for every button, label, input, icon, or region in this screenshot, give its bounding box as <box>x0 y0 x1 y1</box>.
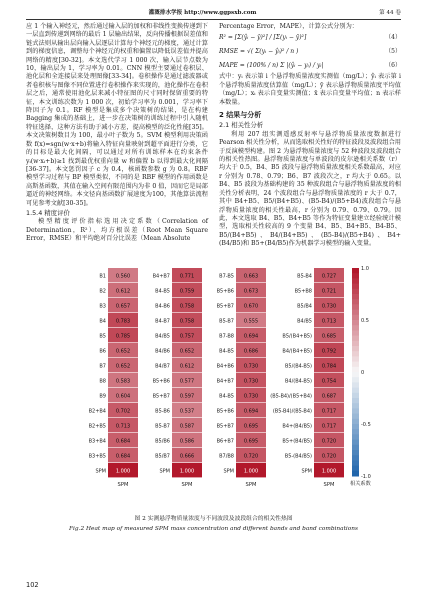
heatmap-x-label: SPM <box>245 482 257 488</box>
heatmap-cell-value: 0.695 <box>243 438 259 445</box>
heatmap-row-label: B5/(B4+B5) <box>282 333 312 340</box>
heatmap-row-label: B4+B6 <box>216 363 234 370</box>
heatmap-cell-value: 0.686 <box>243 348 259 355</box>
heatmap-cell-value: 0.757 <box>179 333 195 340</box>
heatmap-row-label: B5/(B4-B5) <box>284 363 312 370</box>
heatmap-cell-value: 0.730 <box>243 393 259 400</box>
heatmap-cell-value: 0.687 <box>321 393 337 400</box>
colorbar-segment <box>352 377 359 383</box>
heatmap-row-label: B4+B7 <box>152 273 170 280</box>
colorbar-tick-label: -0.5 <box>361 422 371 428</box>
heatmap-cell-value: 0.577 <box>179 378 195 385</box>
heatmap-row-label: SPM <box>159 468 170 475</box>
heatmap-row-label: B5 <box>99 333 106 340</box>
colorbar-tick-label: -1.0 <box>361 474 371 480</box>
heatmap-cell-value: 0.771 <box>179 273 195 280</box>
heatmap-row-label: B4+B7 <box>216 378 234 385</box>
heatmap-row-label: B4 <box>99 318 106 325</box>
colorbar-segment <box>352 310 359 316</box>
colorbar-segment <box>352 284 359 290</box>
heatmap-x-label: SPM <box>323 482 335 488</box>
heatmap-cell-value: 1.000 <box>115 468 131 475</box>
colorbar-segment <box>352 372 359 378</box>
heatmap-cell-value: 0.759 <box>179 288 195 295</box>
colorbar-segment <box>352 367 359 373</box>
heatmap-row-label: (B5-B4)/(B5+B4) <box>270 393 312 400</box>
heatmap-cell-value: 0.673 <box>243 288 259 295</box>
heatmap-cell-value: 0.652 <box>179 348 195 355</box>
colorbar-segment <box>352 382 359 388</box>
heatmap-row-label: B7 <box>99 363 106 370</box>
heatmap-cell-value: 0.713 <box>115 423 131 430</box>
colorbar-segment <box>352 445 359 451</box>
equation-r2-body: R² = [Σ(ŷᵢ − ȳ)²] / [Σ(yᵢ − ȳ)²] <box>219 34 307 42</box>
heatmap-cell-value: 0.754 <box>321 378 337 385</box>
heatmap-row-label: B4/B6 <box>155 348 170 355</box>
colorbar-segment <box>352 362 359 368</box>
heatmap-row-label: B4-B5 <box>219 393 234 400</box>
heatmap-cell-value: 0.670 <box>243 303 259 310</box>
heatmap-cell-value: 0.586 <box>179 438 195 445</box>
heatmap-figure <box>78 262 371 506</box>
colorbar-segment <box>352 419 359 425</box>
heatmap-svg <box>78 262 371 506</box>
colorbar-segment <box>352 408 359 414</box>
heatmap-row-label: B5+B8 <box>294 288 312 295</box>
equation-rmse-number: （5） <box>385 48 401 56</box>
heatmap-cell-value: 0.727 <box>321 273 337 280</box>
colorbar-segment <box>352 403 359 409</box>
heatmap-cell-value: 0.694 <box>243 333 259 340</box>
colorbar-tick-label: 0.5 <box>361 318 369 324</box>
colorbar-segment <box>352 450 359 456</box>
heatmap-row-label: B4-B5 <box>155 288 170 295</box>
colorbar-segment <box>352 356 359 362</box>
equation-mape-number: （6） <box>385 62 401 70</box>
heatmap-row-label: B4/B5 <box>155 333 170 340</box>
heatmap-cell-value: 0.720 <box>321 453 337 460</box>
heatmap-cell-value: 0.783 <box>115 318 131 325</box>
right-column <box>219 23 401 249</box>
heatmap-cell-value: 0.717 <box>321 423 337 430</box>
colorbar-segment <box>352 440 359 446</box>
figure-caption-en: Fig.2 Heat map of measured SPM mass concentration and different bands and band combinations <box>69 526 358 532</box>
colorbar-segment <box>352 460 359 466</box>
heatmap-cell-value: 0.720 <box>321 438 337 445</box>
colorbar-segment <box>352 429 359 435</box>
heatmap-row-label: B4/(B4+B5) <box>282 348 312 355</box>
colorbar-segment <box>352 294 359 300</box>
heatmap-cell-value: 0.784 <box>321 363 337 370</box>
colorbar-segment <box>352 393 359 399</box>
heatmap-row-label: B2+B4 <box>88 408 106 415</box>
heatmap-cell-value: 0.560 <box>115 273 131 280</box>
left-body-paragraph: 应 1 个输入神经元，然后通过输入层的加权和非线性变换传递到下一层直到传递到网络的最后 1 层输出结果，反向传播根据误差值和链式法则从输出层向输入层逐层计算每个神经元的梯度，通过计算到的梯度信息，调整每个神经元的权重和偏置以降低误差值并提高网络的精度[30-32]。本文选代学习 1 000 次，输入层节点数为 10，输出层为 1，学习率为 0.01。CNN 模型主要通过卷积层、池化层和全连接层来处理图像[33-34]。卷积操作是通过滤波器或者卷积核与图像不同位置进行卷积操作来实现的，池化操作在卷积层之后，通常使用池化层来减小特征图的尺寸同时保留重要的特征，本文训练次数为 1 000 次，初始学习率为 0.001，学习率下降因子为 0.1。RF 模型是集成多个决策树的结果，是在构建 Bagging 集成的基础上，进一步在决策树的训练过程中引入随机特征选择，这种方法有助于减小方差，提高模型的泛化性能[35]。本文决策树数目为 100，最小叶子数为 5。SVM 模型利用决策函数 f(x)=sgn(w·x+b)将输入特征向量映射到超平面进行分类，它的目标是最大化间隔，可以通过对所有训练样本在约束条件 yᵢ(w·xᵢ+b)≥1 找到最优权重向量 w 和偏置 b 以得到最大化间隔[36-37]。本文惩罚因子 c 为 0.4，核函数参数 g 为 0.8。RBF 模型学习过程与 BP 模型类似，不同的是 RBF 模型的作用函数是高斯基函数，其值在输入空间有限范围内为非 0 值，因而它是局部逼近的神经网络。本文径向基函数扩展速度为100，其他算法流程可见参考文献[30-35]。 <box>26 23 208 207</box>
heatmap-row-label: B5+B6 <box>216 288 234 295</box>
heatmap-row-label: B5/B6 <box>155 438 170 445</box>
heatmap-row-label: B8 <box>99 378 106 385</box>
running-header <box>26 6 401 18</box>
heatmap-row-label: B5+B7 <box>216 303 234 310</box>
colorbar-segment <box>352 299 359 305</box>
heatmap-row-label: B2 <box>99 288 106 295</box>
heatmap-cell-value: 0.652 <box>115 363 131 370</box>
heatmap-row-label: B3 <box>99 303 106 310</box>
heatmap-row-label: B5-B7 <box>155 423 170 430</box>
heatmap-cell-value: 0.612 <box>115 288 131 295</box>
heatmap-cell-value: 0.684 <box>115 453 131 460</box>
heatmap-cell-value: 0.583 <box>115 378 131 385</box>
formula-intro: Percentage Error，MAPE），计算公式分别为： <box>219 23 358 30</box>
heatmap-row-label: SPM <box>95 468 106 475</box>
heatmap-row-label: B7-B5 <box>219 273 234 280</box>
colorbar-segment <box>352 351 359 357</box>
heatmap-cell-value: 1.000 <box>321 468 337 475</box>
accuracy-paragraph: 模型精度评价指标选用决定系数（Correlation of Determination，R²）、均方根误差（Root Mean Square Error，RMSE）和平均绝对百分比误差（Mean Absolute <box>26 218 208 243</box>
heatmap-cell-value: 0.694 <box>243 408 259 415</box>
heatmap-row-label: B3+B4 <box>88 438 106 445</box>
subsection-heading-accuracy: 1.5.4 精度评价 <box>26 208 70 217</box>
colorbar-segment <box>352 315 359 321</box>
heatmap-cell-value: 0.730 <box>243 363 259 370</box>
colorbar-segment <box>352 278 359 284</box>
heatmap-cell-value: 0.702 <box>115 408 131 415</box>
heatmap-row-label: SPM <box>301 468 312 475</box>
section-heading-results: 2 结果与分析 <box>219 111 262 120</box>
colorbar-segment <box>352 388 359 394</box>
heatmap-cell-value: 0.730 <box>321 303 337 310</box>
colorbar-segment <box>352 424 359 430</box>
heatmap-row-label: B6 <box>99 348 106 355</box>
heatmap-row-label: B7/B8 <box>219 453 234 460</box>
equation-r2-number: （4） <box>385 34 401 42</box>
heatmap-row-label: B5-B7 <box>219 318 234 325</box>
heatmap-cell-value: 1.000 <box>179 468 195 475</box>
colorbar-segment <box>352 289 359 295</box>
heatmap-row-label: B4-B7 <box>155 318 170 325</box>
heatmap-row-label: B2+B5 <box>88 423 106 430</box>
heatmap-row-label: B5/B4 <box>297 303 312 310</box>
heatmap-cell-value: 0.758 <box>179 318 195 325</box>
colorbar-segment <box>352 466 359 472</box>
colorbar-segment <box>352 346 359 352</box>
heatmap-cell-value: 0.612 <box>179 363 195 370</box>
heatmap-cell-value: 0.717 <box>321 408 337 415</box>
heatmap-row-label: SPM <box>223 468 234 475</box>
heatmap-row-label: B4/B5 <box>297 318 312 325</box>
subsection-heading-correlation: 2.1 相关性分析 <box>219 121 264 130</box>
journal-header: 灌溉排水学报 http://www.ggpsxb.com <box>148 10 257 16</box>
heatmap-row-label: (B5-B4)/(B5-B4) <box>272 408 312 415</box>
heatmap-row-label: B5+(B4/B5) <box>282 438 312 445</box>
heatmap-cell-value: 0.685 <box>321 333 337 340</box>
heatmap-cell-value: 1.000 <box>243 468 259 475</box>
left-column <box>26 23 208 244</box>
colorbar-segment <box>352 471 359 477</box>
heatmap-cell-value: 0.730 <box>243 378 259 385</box>
figure-caption-cn: 图 2 实测悬浮物质量浓度与不同波段及波段组合的相关性热图 <box>134 516 293 522</box>
equation-r2 <box>219 31 401 45</box>
heatmap-row-label: B4-B5 <box>219 348 234 355</box>
colorbar-segment <box>352 320 359 326</box>
colorbar-segment <box>352 268 359 274</box>
heatmap-cell-value: 0.604 <box>115 393 131 400</box>
colorbar-segment <box>352 398 359 404</box>
heatmap-row-label: B5+B6 <box>216 408 234 415</box>
heatmap-row-label: B9 <box>99 393 106 400</box>
heatmap-row-label: B5+B7 <box>152 393 170 400</box>
heatmap-row-label: B5/B7 <box>155 453 170 460</box>
heatmap-row-label: B5+B7 <box>216 423 234 430</box>
heatmap-row-label: B4/(B4-B5) <box>284 378 312 385</box>
heatmap-cell-value: 0.555 <box>243 318 259 325</box>
colorbar-segment <box>352 304 359 310</box>
heatmap-x-label: SPM <box>181 482 193 488</box>
colorbar-segment <box>352 325 359 331</box>
equation-rmse <box>219 45 401 59</box>
heatmap-row-label: B5-B6 <box>155 408 170 415</box>
heatmap-cell-value: 0.684 <box>115 438 131 445</box>
heatmap-cell-value: 0.785 <box>115 333 131 340</box>
heatmap-cell-value: 0.792 <box>321 348 337 355</box>
heatmap-row-label: B5-(B4/B5) <box>284 453 312 460</box>
equation-mape <box>219 59 401 73</box>
colorbar-tick-label: 0 <box>361 370 365 376</box>
volume-label: 第 44 卷 <box>379 10 401 16</box>
equation-rmse-body: RMSE = √( Σ(yᵢ − ŷᵢ)² / n ) <box>219 48 299 56</box>
colorbar-segment <box>352 336 359 342</box>
heatmap-cell-value: 0.663 <box>243 273 259 280</box>
heatmap-row-label: B3+B5 <box>88 453 106 460</box>
heatmap-row-label: B6+B7 <box>216 438 234 445</box>
page-number: 102 <box>26 581 39 589</box>
heatmap-cell-value: 0.666 <box>179 453 195 460</box>
colorbar-title: 相关系数 <box>350 481 371 487</box>
heatmap-cell-value: 0.720 <box>243 453 259 460</box>
heatmap-cell-value: 0.537 <box>179 408 195 415</box>
heatmap-x-label: SPM <box>117 482 129 488</box>
heatmap-cell-value: 0.652 <box>115 348 131 355</box>
colorbar-segment <box>352 273 359 279</box>
heatmap-cell-value: 0.713 <box>321 318 337 325</box>
colorbar-segment <box>352 414 359 420</box>
heatmap-row-label: B5+B6 <box>152 378 170 385</box>
heatmap-row-label: B1 <box>99 273 106 280</box>
heatmap-row-label: B4/B7 <box>155 363 170 370</box>
colorbar-tick-label: 1.0 <box>361 266 369 272</box>
colorbar-segment <box>352 330 359 336</box>
equation-mape-body: MAPE = (100% / n) Σ |(ŷᵢ − yᵢ) / yᵢ| <box>219 62 324 70</box>
heatmap-cell-value: 0.657 <box>115 303 131 310</box>
correlation-paragraph: 利用 207 组实测遥感反射率与悬浮物质量浓度数据进行 Pearson 相关性分析，从而选取相关性好的特征波段及波段组合用于反演模型构建。图 2 为悬浮物质量浓度与 52 种波段及波段组合的相关性热图。悬浮物质量浓度与单波段的皮尔逊相关系数（r）均大于 0.5，B4、B5 波段与悬浮物质量浓度相关系数最高，对应 r 分别为 0.78、0.79；B6、B7 波段次之，r 均大于 0.65。以 B4、B5 波段为基础构建的 35 种波段组合与悬浮物质量浓度的相关性分析表明，24 个波段组合与悬浮物质量浓度的 r 大于 0.7，其中 B4+B5、B5/(B4+B5)、(B5-B4)/(B5+B4)波段组合与悬浮物质量浓度的相关性最高，r 分别为 0.79、0.79、0.79。因此，本文选取 B4、B5、B4+B5 等作为特征变量建立经验统计模型，选取相关性较高的 9 个变量 B4、B5、B4+B5、B4-B5、B5/(B4+B5)、B4/(B4+B5)、(B5-B4)/(B5+B4)、B4+(B4/B5)和 B5+(B4/B5)作为机器学习模型的输入变量。 <box>219 130 401 248</box>
heatmap-row-label: B5-B4 <box>297 273 312 280</box>
heatmap-row-label: B4+(B4/B5) <box>282 423 312 430</box>
heatmap-row-label: B4-B6 <box>155 303 170 310</box>
colorbar-segment <box>352 455 359 461</box>
heatmap-cell-value: 0.721 <box>321 288 337 295</box>
heatmap-cell-value: 0.587 <box>179 423 195 430</box>
colorbar-segment <box>352 341 359 347</box>
heatmap-cell-value: 0.597 <box>179 393 195 400</box>
heatmap-cell-value: 0.758 <box>179 303 195 310</box>
header-rule <box>26 19 401 20</box>
heatmap-cell-value: 0.695 <box>243 423 259 430</box>
heatmap-row-label: B7-B8 <box>219 333 234 340</box>
symbol-explanation: 式中：yᵢ 表示第 i 个悬浮物质量浓度实测值（mg/L）；ŷᵢ 表示第 i 个悬浮物质量浓度估算值（mg/L）；ȳ 表示悬浮物质量浓度平均值（mg/L）；xᵢ 表示自变量实测值；x̄ 表示自变量平均值；n 表示样本数量。 <box>219 73 401 106</box>
colorbar-segment <box>352 434 359 440</box>
